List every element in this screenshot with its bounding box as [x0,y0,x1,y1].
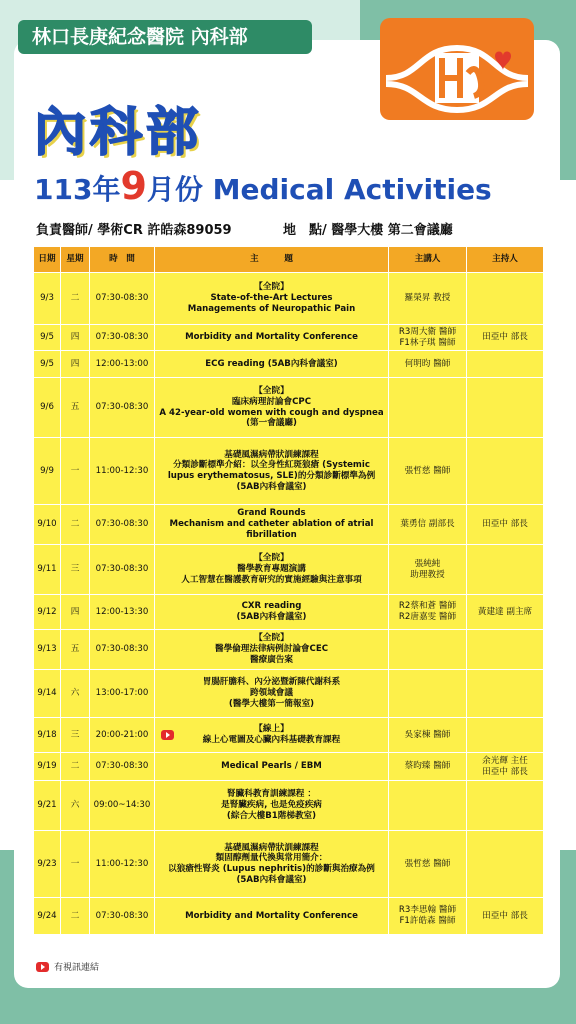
time-cell [90,670,155,718]
topic-cell [155,545,389,595]
weekday-text: 四 [70,606,80,617]
time-text: 07:30-08:30 [95,402,149,413]
topic-text: Medical Pearls / EBM [221,761,322,772]
weekday-cell [61,630,90,670]
location-value: 醫學大樓 第二會議廳 [331,223,453,238]
weekday-cell [61,325,90,351]
table-row [34,718,544,753]
host-cell [467,351,544,378]
host-cell [467,781,544,831]
time-cell [90,545,155,595]
topic-cell [155,630,389,670]
weekday-cell [61,898,90,935]
table-row [34,898,544,935]
time-cell [90,753,155,781]
speaker-cell [389,718,467,753]
speaker-text: 張純純 助理教授 [410,558,445,580]
speaker-cell [389,595,467,630]
subtitle-month-number: 9 [120,164,147,208]
time-text: 07:30-08:30 [95,761,149,772]
date-text: 9/6 [40,402,54,413]
date-text: 9/3 [40,293,54,304]
host-text: 田亞中 部長 [482,519,528,530]
weekday-text: 二 [70,293,80,304]
time-text: 20:00-21:00 [95,729,149,740]
video-icon [36,962,49,972]
date-cell [34,831,61,898]
speaker-cell [389,325,467,351]
host-cell [467,898,544,935]
host-text: 余光輝 主任 田亞中 部長 [482,755,528,777]
schedule-table [33,246,544,935]
speaker-text: 何明昀 醫師 [404,358,451,369]
time-text: 07:30-08:30 [95,519,149,530]
date-text: 9/24 [37,910,57,921]
header-speaker: 主講人 [389,247,467,273]
weekday-cell [61,351,90,378]
weekday-cell [61,438,90,505]
topic-text: 【全院】 臨床病理討論會CPC A 42-year-old women with cough and dyspnea (第一會議廳) [159,386,384,429]
date-text: 9/11 [37,564,57,575]
host-text: 田亞中 部長 [482,332,528,343]
speaker-text: 張哲慈 醫師 [404,465,451,476]
speaker-text: 張哲慈 醫師 [404,858,451,869]
date-cell [34,273,61,325]
date-cell [34,378,61,438]
speaker-cell [389,273,467,325]
time-text: 07:30-08:30 [95,910,149,921]
subtitle-rest: 月份 Medical Activities [146,173,492,206]
table-row [34,595,544,630]
host-cell [467,505,544,545]
video-link-icon[interactable] [161,730,174,740]
hospital-name: 林口長庚紀念醫院 內科部 [18,20,312,54]
table-header-row [34,247,544,273]
weekday-text: 三 [70,564,80,575]
date-cell [34,595,61,630]
time-cell [90,630,155,670]
weekday-cell [61,670,90,718]
topic-text: 腎臟科教育訓練課程 ： 是腎臟疾病, 也是免疫疾病 (綜合大樓B1階梯教室) [221,789,322,821]
topic-cell [155,595,389,630]
date-cell [34,505,61,545]
department-logo [380,18,534,120]
table-row [34,630,544,670]
host-cell [467,630,544,670]
date-cell [34,781,61,831]
topic-cell [155,781,389,831]
table-row [34,670,544,718]
host-cell [467,753,544,781]
time-text: 07:30-08:30 [95,332,149,343]
time-cell [90,831,155,898]
date-cell [34,545,61,595]
date-text: 9/5 [40,332,54,343]
date-cell [34,718,61,753]
topic-cell [155,898,389,935]
weekday-text: 五 [70,402,80,413]
speaker-cell [389,831,467,898]
time-cell [90,273,155,325]
topic-cell [155,351,389,378]
time-text: 11:00-12:30 [95,465,149,476]
date-cell [34,438,61,505]
topic-text: Grand Rounds Mechanism and catheter ablation of atrial fibrillation [169,508,374,540]
time-cell [90,378,155,438]
topic-cell [155,670,389,718]
time-cell [90,781,155,831]
topic-text: CXR reading (5AB內科會議室) [236,601,307,622]
table-row [34,545,544,595]
responsible-label: 負責醫師/ [36,223,93,238]
weekday-text: 六 [70,688,80,699]
speaker-text: 羅榮昇 教授 [404,293,451,304]
date-cell [34,351,61,378]
video-link-legend [36,960,99,973]
weekday-cell [61,753,90,781]
speaker-cell [389,753,467,781]
weekday-text: 一 [70,465,80,476]
table-row [34,273,544,325]
location-label: 地 點/ [283,223,327,238]
date-text: 9/14 [37,688,57,699]
weekday-text: 一 [70,858,80,869]
weekday-cell [61,718,90,753]
speaker-cell [389,670,467,718]
speaker-text: R3李思翰 醫師 F1許皓森 醫師 [398,905,457,926]
time-cell [90,351,155,378]
table-row [34,831,544,898]
host-text: 黃建達 副主席 [477,606,533,617]
responsible-value: 學術CR 許皓森89059 [97,223,232,238]
weekday-cell [61,595,90,630]
host-cell [467,438,544,505]
table-row [34,351,544,378]
topic-cell [155,753,389,781]
weekday-cell [61,378,90,438]
speaker-text: 吳家棟 醫師 [404,729,451,740]
host-cell [467,718,544,753]
time-cell [90,595,155,630]
date-text: 9/12 [37,606,57,617]
speaker-cell [389,378,467,438]
time-cell [90,718,155,753]
topic-text: 【全院】 State-of-the-Art Lectures Managements of Neuropathic Pain [187,282,356,314]
header-date: 日期 [34,247,61,273]
time-cell [90,505,155,545]
subtitle-year: 113年 [34,173,121,206]
time-cell [90,325,155,351]
time-text: 09:00~14:30 [93,800,151,811]
weekday-cell [61,505,90,545]
time-cell [90,438,155,505]
time-text: 07:30-08:30 [95,644,149,655]
topic-cell [155,505,389,545]
topic-cell [155,325,389,351]
topic-cell [155,438,389,505]
time-text: 11:00-12:30 [95,858,149,869]
host-cell [467,325,544,351]
time-text: 12:00-13:30 [95,606,149,617]
topic-text: Morbidity and Mortality Conference [185,332,358,343]
topic-text: 基礎風濕病帶狀訓練課程 分類診斷標準介紹：以全身性紅斑狼瘡 (Systemic lupus erythematosus, SLE)的分類診斷標準為例 (5AB內科會議室) [167,449,376,492]
date-cell [34,670,61,718]
weekday-cell [61,545,90,595]
date-text: 9/21 [37,800,57,811]
topic-text: 基礎風濕病帶狀訓練課程 類固醇劑量代換與常用簡介： 以狼瘡性腎炎 (Lupus nephritis)的診斷與治療為例 (5AB內科會議室) [168,842,375,885]
host-cell [467,670,544,718]
logo-icon [380,18,534,120]
topic-cell [155,273,389,325]
topic-text: 胃腸肝膽科、內分泌暨新陳代謝科系 跨領域會議 (醫學大樓第一簡報室) [202,677,341,709]
header-weekday: 星期 [61,247,90,273]
topic-text: Morbidity and Mortality Conference [185,910,358,921]
date-text: 9/5 [40,358,54,369]
speaker-text: 蔡昀臻 醫師 [404,761,451,772]
weekday-text: 二 [70,910,80,921]
topic-cell [155,378,389,438]
topic-text: 【線上】 線上心電圖及心臟內科基礎教育課程 [202,724,341,745]
table-row [34,325,544,351]
speaker-cell [389,898,467,935]
topic-cell [155,718,389,753]
legend-label: 有視訊連結 [54,963,100,973]
time-cell [90,898,155,935]
speaker-text: R3周大衛 醫師 F1林子琪 醫師 [398,326,457,348]
date-text: 9/9 [40,465,54,476]
host-text: 田亞中 部長 [482,910,528,921]
department-title: 內科部 [34,103,203,163]
weekday-cell [61,273,90,325]
date-cell [34,898,61,935]
speaker-text: 葉勇信 副部長 [400,519,455,530]
topic-cell [155,831,389,898]
weekday-text: 五 [70,644,80,655]
responsible-info [36,219,232,238]
location-info [283,219,453,238]
date-text: 9/18 [37,729,57,740]
header-topic: 主 題 [155,247,389,273]
speaker-cell [389,351,467,378]
time-text: 12:00-13:00 [95,358,149,369]
date-cell [34,753,61,781]
host-cell [467,831,544,898]
date-text: 9/10 [37,519,57,530]
speaker-cell [389,505,467,545]
speaker-cell [389,630,467,670]
speaker-cell [389,545,467,595]
weekday-cell [61,781,90,831]
header-time: 時 間 [90,247,155,273]
host-cell [467,378,544,438]
time-text: 07:30-08:30 [95,293,149,304]
host-cell [467,273,544,325]
time-text: 07:30-08:30 [95,564,149,575]
topic-text: 【全院】 醫學倫理法律病例討論會CEC 醫療廣告案 [214,633,329,665]
table-row [34,781,544,831]
date-text: 9/13 [37,644,57,655]
weekday-text: 六 [70,800,80,811]
host-cell [467,595,544,630]
date-text: 9/19 [37,761,57,772]
host-cell [467,545,544,595]
weekday-text: 二 [70,761,80,772]
page-subtitle [34,164,492,208]
speaker-cell [389,438,467,505]
weekday-text: 二 [70,519,80,530]
date-cell [34,630,61,670]
weekday-text: 三 [70,729,80,740]
table-row [34,378,544,438]
speaker-cell [389,781,467,831]
topic-text: 【全院】 醫學教育專題演講 人工智慧在醫護教育研究的實施經驗與注意事項 [181,553,362,585]
date-cell [34,325,61,351]
table-row [34,505,544,545]
weekday-cell [61,831,90,898]
weekday-text: 四 [70,358,80,369]
time-text: 13:00-17:00 [95,688,149,699]
speaker-text: R2蔡和蒼 醫師 R2唐嘉雯 醫師 [398,601,457,622]
table-row [34,753,544,781]
weekday-text: 四 [70,332,80,343]
header-host: 主持人 [467,247,544,273]
topic-text: ECG reading (5AB內科會議室) [205,358,338,369]
date-text: 9/23 [37,858,57,869]
table-row [34,438,544,505]
